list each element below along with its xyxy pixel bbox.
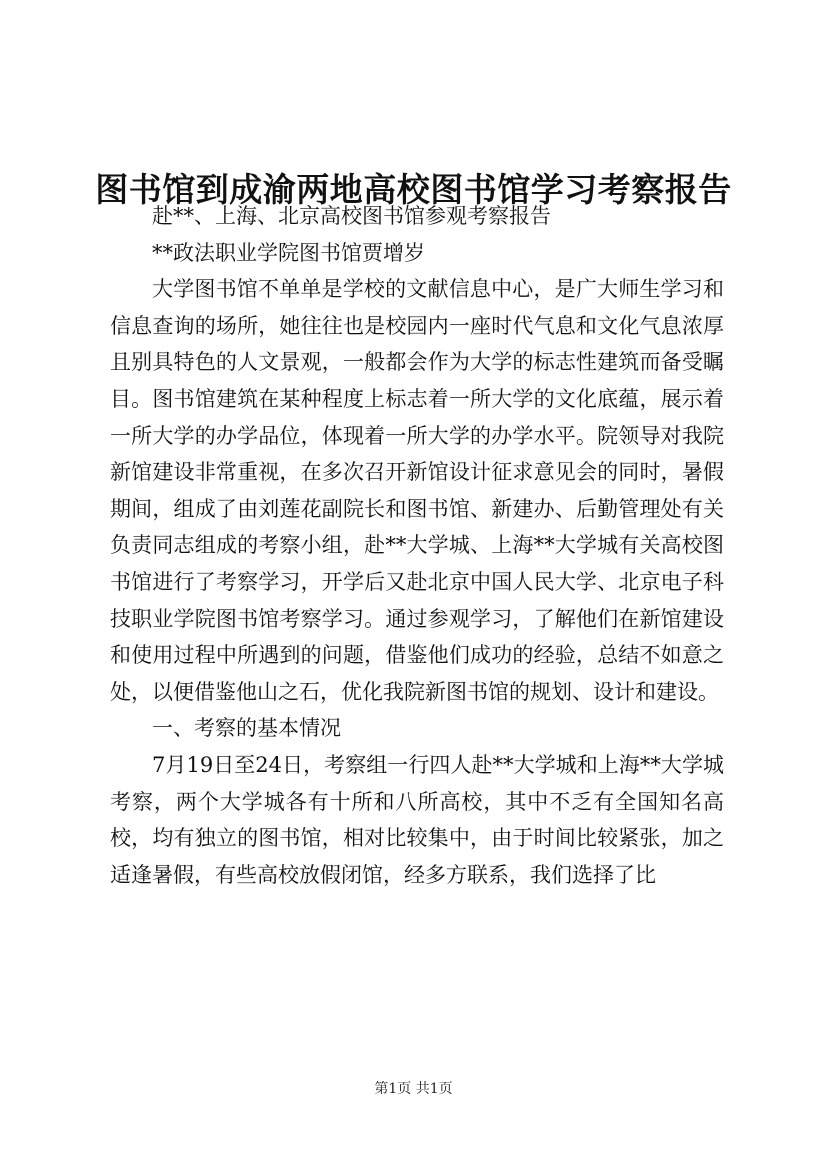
section-paragraph: 7月19日至24日，考察组一行四人赴**大学城和上海**大学城考察，两个大学城各有十所和八所高校，其中不乏有全国知名高校，均有独立的图书馆，相对比较集中，由于时间比较紧张，加之适逢暑假，有些高校放假闭馆，经多方联系，我们选择了比 — [110, 752, 724, 887]
page-footer: 第1页 共1页 — [374, 1081, 453, 1097]
section-heading: 一、考察的基本情况 — [152, 716, 341, 741]
document-title: 图书馆到成渝两地高校图书馆学习考察报告 — [95, 170, 732, 210]
intro-paragraph: 大学图书馆不单单是学校的文献信息中心，是广大师生学习和信息查询的场所，她往往也是校园内一座时代气息和文化气息浓厚且别具特色的人文景观，一般都会作为大学的标志性建筑而备受瞩目。图书馆建筑在某种程度上标志着一所大学的文化底蕴，展示着一所大学的办学品位，体现着一所大学的办学水平。院领导对我院新馆建设非常重视，在多次召开新馆设计征求意见会的同时，暑假期间，组成了由刘莲花副院长和图书馆、新建办、后勤管理处有关负责同志组成的考察小组，赴**大学城、上海**大学城有关高校图书馆进行了考察学习，开学后又赴北京中国人民大学、北京电子科技职业学院图书馆考察学习。通过参观学习，了解他们在新馆建设和使用过程中所遇到的问题，借鉴他们成功的经验，总结不如意之处，以便借鉴他山之石，优化我院新图书馆的规划、设计和建设。 — [110, 277, 724, 704]
author-line: **政法职业学院图书馆贾增岁 — [152, 240, 425, 265]
document-body — [110, 198, 724, 893]
report-subtitle: 赴**、上海、北京高校图书馆参观考察报告 — [152, 204, 551, 228]
